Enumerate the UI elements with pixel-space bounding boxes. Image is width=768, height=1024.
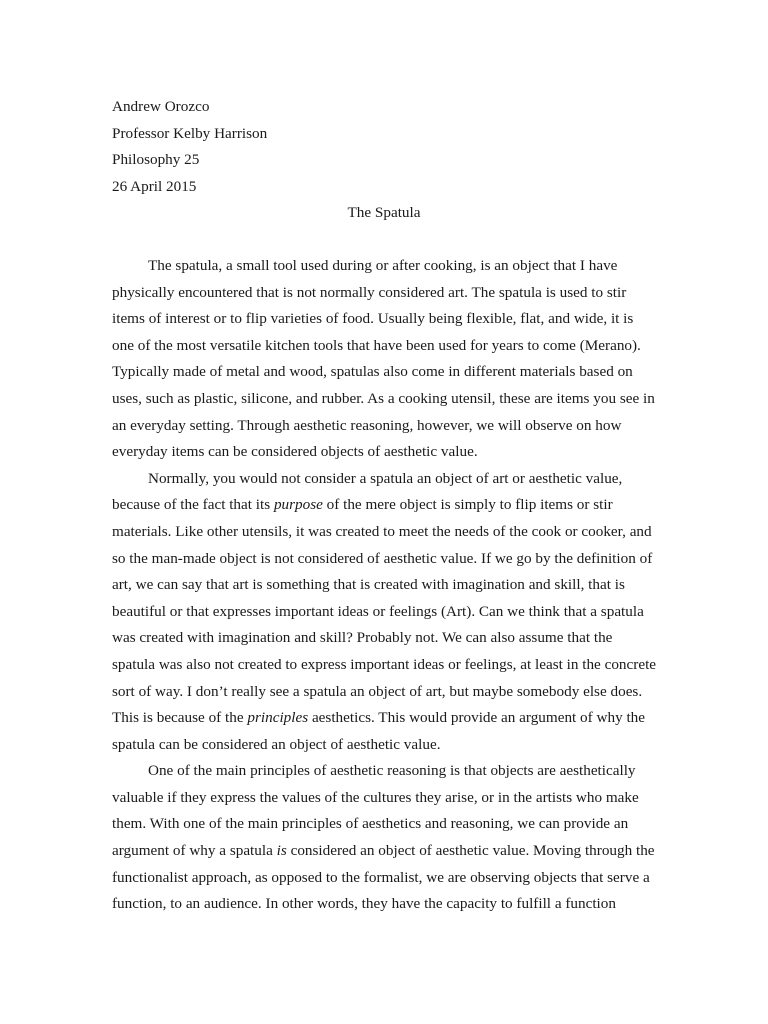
text-segment: spatula was also not created to express important ideas or feelings, at least in the concrete [112,655,657,673]
text-line [112,705,668,732]
text-line [112,679,668,706]
text-segment: was created with imagination and skill? Probably not. We can also assume that the [112,629,613,647]
text-segment: one of the most versatile kitchen tools that have been used for years to come (Merano). [112,336,641,354]
text-line [112,359,668,386]
text-line [112,280,668,307]
italic-text: is [276,842,287,860]
text-line [112,811,668,838]
text-segment: considered an object of aesthetic value. Moving through the [286,842,655,860]
paper-header [112,94,672,200]
text-line [112,492,668,519]
text-line [112,838,668,865]
text-line [112,652,668,679]
text-segment: uses, such as plastic, silicone, and rubber. As a cooking utensil, these are items you see in [112,389,655,407]
text-segment: everyday items can be considered objects of aesthetic value. [112,443,478,461]
text-line [112,891,668,918]
paragraph [112,253,668,466]
text-segment: This is because of the [112,709,248,727]
course-name: Philosophy 25 [112,151,200,169]
text-segment: argument of why a spatula [112,842,277,860]
text-segment: One of the main principles of aesthetic reasoning is that objects are aesthetically [148,762,636,780]
text-segment: of the mere object is simply to flip items or stir [322,496,613,514]
text-segment: Typically made of metal and wood, spatulas also come in different materials based on [112,363,633,381]
text-line [112,758,668,785]
italic-text: purpose [273,496,323,514]
text-line [112,865,668,892]
text-segment: The spatula, a small tool used during or after cooking, is an object that I have [148,257,618,274]
text-line [112,785,668,812]
text-segment: beautiful or that expresses important ideas or feelings (Art). Can we think that a spatula [112,602,644,620]
paper-title: The Spatula [347,204,421,221]
text-line [112,546,668,573]
text-line [112,386,668,413]
text-segment: because of the fact that its [112,496,274,514]
text-line [112,599,668,626]
text-line [112,413,668,440]
text-segment: aesthetics. This would provide an argument of why the [308,709,646,727]
text-segment: them. With one of the main principles of aesthetics and reasoning, we can provide an [112,815,629,833]
paper-body [112,253,668,918]
text-segment: art, we can say that art is something that is created with imagination and skill, that is [112,576,625,594]
text-line [112,519,668,546]
professor-name: Professor Kelby Harrison [112,124,268,142]
text-segment: an everyday setting. Through aesthetic reasoning, however, we will observe on how [112,416,622,434]
text-line [112,625,668,652]
text-line [112,732,668,759]
paragraph [112,758,668,918]
author-name: Andrew Orozco [112,98,210,115]
text-line [112,466,668,493]
text-segment: Normally, you would not consider a spatula an object of art or aesthetic value, [148,469,623,487]
text-segment: materials. Like other utensils, it was created to meet the needs of the cook or cooker, and [112,522,652,540]
italic-text: principles [247,709,309,727]
text-segment: function, to an audience. In other words, they have the capacity to fulfill a function [112,895,616,913]
paper-date: 26 April 2015 [112,177,197,195]
text-segment: functionalist approach, as opposed to the formalist, we are observing objects that serve a [112,868,650,886]
text-segment: items of interest or to flip varieties of food. Usually being flexible, flat, and wide, it is [112,310,634,328]
paragraph [112,466,668,759]
text-segment: so the man-made object is not considered of aesthetic value. If we go by the definition of [112,549,653,567]
text-segment: valuable if they express the values of the cultures they arise, or in the artists who make [112,788,639,806]
text-segment: spatula can be considered an object of aesthetic value. [112,735,441,753]
text-line [112,333,668,360]
text-line [112,306,668,333]
text-line [112,572,668,599]
text-segment: sort of way. I don’t really see a spatula an object of art, but maybe somebody else does. [112,682,643,700]
text-segment: physically encountered that is not normally considered art. The spatula is used to stir [112,283,627,301]
text-line [112,253,668,280]
text-line [112,439,668,466]
